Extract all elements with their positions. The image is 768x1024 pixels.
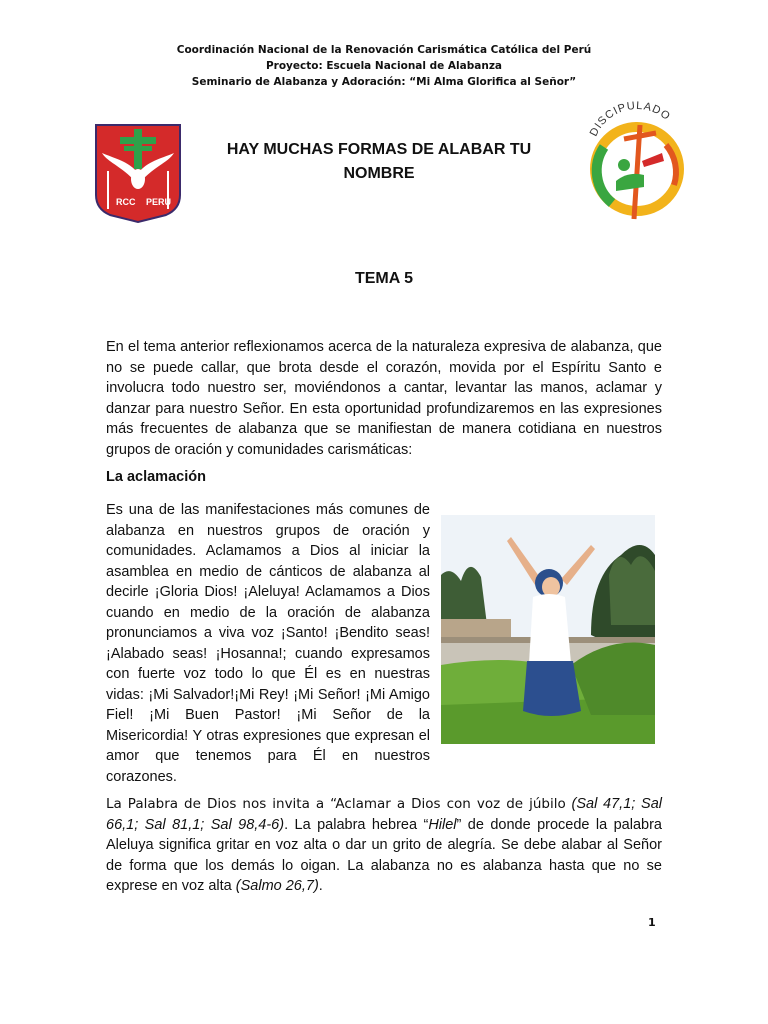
palabra-hilel: Hilel: [428, 816, 457, 833]
palabra-text-4: .: [318, 878, 323, 894]
logo-right-text: DISCIPULADO: [587, 99, 673, 139]
header-line-seminar: Seminario de Alabanza y Adoración: “Mi Alma Glorifica al Señor”: [191, 76, 577, 88]
title-line-1: HAY MUCHAS FORMAS DE ALABAR TU: [226, 141, 532, 158]
rcc-peru-logo: [94, 123, 182, 223]
intro-paragraph: En el tema anterior reflexionamos acerca de la naturaleza expresiva de alabanza, que no se puede callar, que brota desde el corazón, movida por el Espíritu Santo e involucra todo nuestro ser, moviéndonos a cantar, levantar las manos, aclamar y danzar para nuestro Señor. En esta oportunidad profundizaremos en las expresiones más frecuentes de alabanza que se manifiestan de manera cotidiana en nuestros grupos de oración y comunidades carismáticas:: [106, 339, 662, 458]
logo-left-text-peru: PERU: [146, 197, 172, 207]
tema-heading: TEMA 5: [354, 270, 414, 287]
header-line-project: Proyecto: Escuela Nacional de Alabanza: [265, 60, 503, 72]
section-heading: La aclamación: [106, 469, 206, 485]
palabra-intro: La Palabra de Dios nos invita a “Aclamar a Dios con voz de júbilo: [106, 796, 566, 812]
title-line-2: NOMBRE: [343, 165, 415, 182]
palabra-text-3: ” de donde procede la palabra Aleluya significa gritar en voz alta o dar un grito de alegría. Se debe alabar al Señor de forma que los demás lo oigan. La alabanza no es alabanza hasta que no se exprese en voz alta: [106, 816, 662, 894]
palabra-ref-salmos: (Sal 47,1; Sal 66,1; Sal 81,1; Sal 98,4-6): [106, 796, 663, 833]
palabra-ref-salmo: (Salmo 26,7): [235, 878, 319, 894]
page-number: 1: [648, 916, 656, 929]
logo-left-text-rcc: RCC: [116, 197, 136, 207]
header-line-coordination: Coordinación Nacional de la Renovación Carismática Católica del Perú: [176, 44, 592, 56]
document-header: [0, 42, 768, 90]
jumping-woman-photo: [441, 515, 655, 744]
discipulado-logo: [582, 95, 692, 223]
document-title: [196, 138, 562, 186]
aclamacion-paragraph: Es una de las manifestaciones más comunes de alabanza en nuestros grupos de oración y comunidades. Aclamamos a Dios al iniciar la asamblea en medio de cánticos de alabanza al decirle ¡Gloria Dios! ¡Aleluya! Aclamamos a Dios cuando en medio de la oración de alabanza pronunciamos a viva voz ¡Santo! ¡Bendito seas! ¡Alabado seas! ¡Hosanna!; cuando expresamos con fuerte voz todo lo que Él es en nuestras vidas: ¡Mi Salvador!¡Mi Rey! ¡Mi Señor! ¡Mi Amigo Fiel! ¡Mi Buen Pastor! ¡Mi Señor de la Misericordia! Y otras expresiones que expresan el amor que tenemos para Él en nuestros corazones.: [106, 502, 430, 785]
palabra-text-2: . La palabra hebrea “: [284, 816, 429, 833]
palabra-paragraph: [106, 794, 662, 897]
